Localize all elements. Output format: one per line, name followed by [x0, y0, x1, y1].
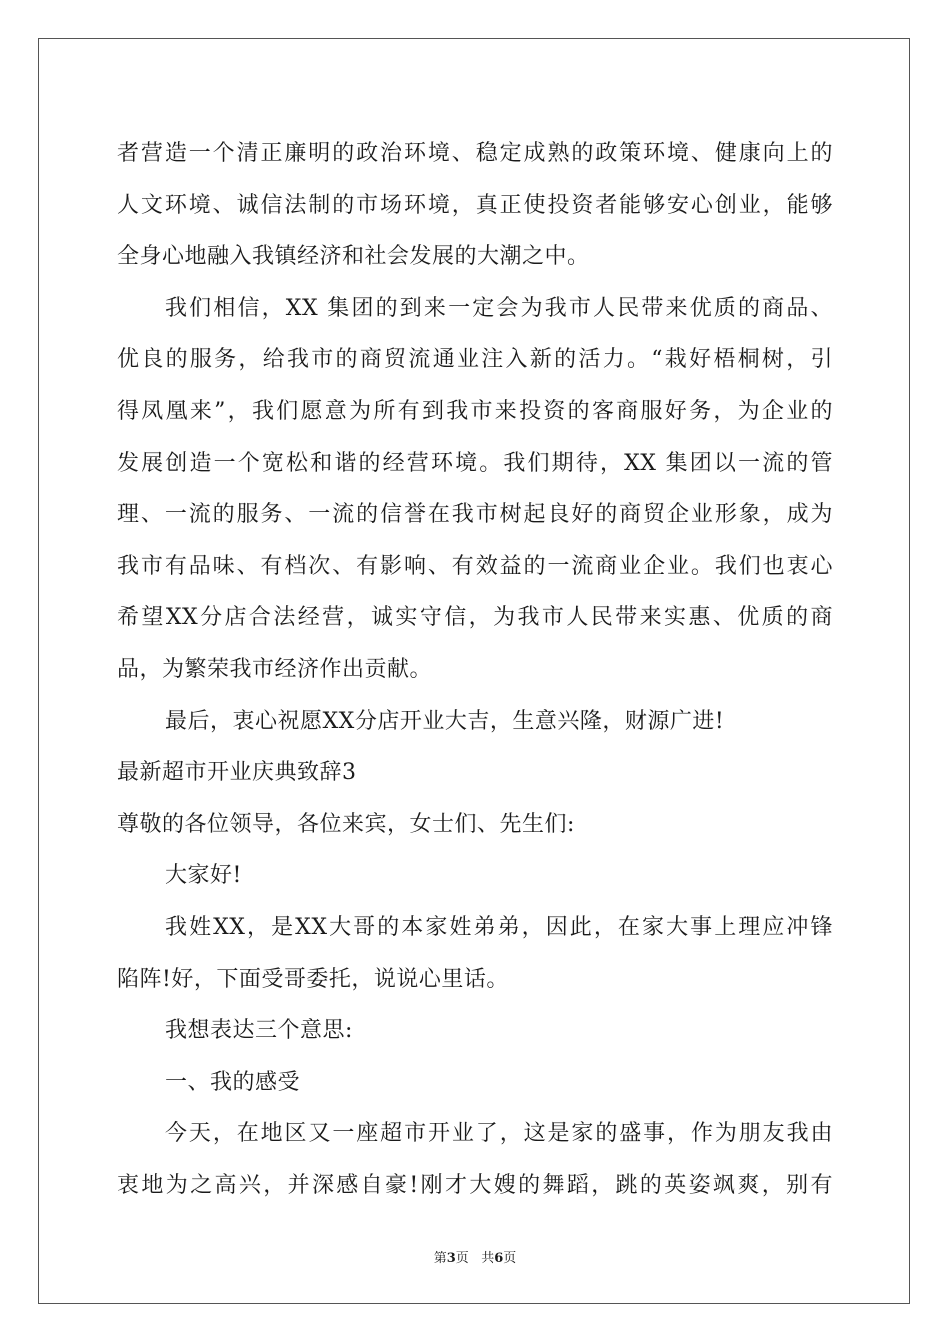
footer-page-suffix: 页 [455, 1251, 469, 1266]
text-line: 最新超市开业庆典致辞3 [117, 760, 357, 786]
text-line: 理、一流的服务、一流的信誉在我市树起良好的商贸企业形象，成为 [117, 502, 833, 528]
text-line: 今天，在地区又一座超市开业了，这是家的盛事，作为朋友我由 [165, 1121, 833, 1147]
footer-total-pages: 6 [494, 1251, 504, 1266]
text-line: 大家好! [165, 863, 242, 889]
page-footer [0, 1247, 950, 1266]
footer-total-suffix: 页 [503, 1251, 517, 1266]
text-line: 我们相信，XX 集团的到来一定会为我市人民带来优质的商品、 [165, 295, 833, 321]
footer-page-number: 3 [446, 1251, 456, 1266]
text-line: 者营造一个清正廉明的政治环境、稳定成熟的政策环境、健康向上的 [117, 141, 833, 166]
text-line: 品，为繁荣我市经济作出贡献。 [117, 656, 433, 682]
text-line: 希望XX分店合法经营，诚实守信，为我市人民带来实惠、优质的商 [117, 605, 833, 631]
text-line: 陷阵!好，下面受哥委托，说说心里话。 [117, 966, 509, 992]
footer-prefix: 第 [433, 1251, 447, 1266]
text-line: 优良的服务，给我市的商贸流通业注入新的活力。“栽好梧桐树，引 [117, 347, 833, 373]
text-line: 发展创造一个宽松和谐的经营环境。我们期待，XX 集团以一流的管 [117, 450, 833, 476]
text-line: 尊敬的各位领导，各位来宾，女士们、先生们: [117, 811, 575, 837]
text-line: 一、我的感受 [165, 1069, 301, 1095]
document-body [117, 128, 833, 1211]
text-line: 我市有品味、有档次、有影响、有效益的一流商业企业。我们也衷心 [117, 553, 833, 579]
text-line: 我姓XX，是XX大哥的本家姓弟弟，因此，在家大事上理应冲锋 [165, 914, 833, 940]
text-line: 得凤凰来”，我们愿意为所有到我市来投资的客商服好务，为企业的 [117, 398, 833, 424]
text-line: 最后，衷心祝愿XX分店开业大吉，生意兴隆，财源广进! [165, 708, 725, 734]
footer-total-prefix: 共 [481, 1251, 495, 1266]
text-line: 我想表达三个意思: [165, 1018, 353, 1044]
text-line: 全身心地融入我镇经济和社会发展的大潮之中。 [117, 244, 590, 270]
text-line: 衷地为之高兴，并深感自豪!刚才大嫂的舞蹈，跳的英姿飒爽，别有 [117, 1172, 833, 1198]
text-line: 人文环境、诚信法制的市场环境，真正使投资者能够安心创业，能够 [117, 192, 833, 218]
